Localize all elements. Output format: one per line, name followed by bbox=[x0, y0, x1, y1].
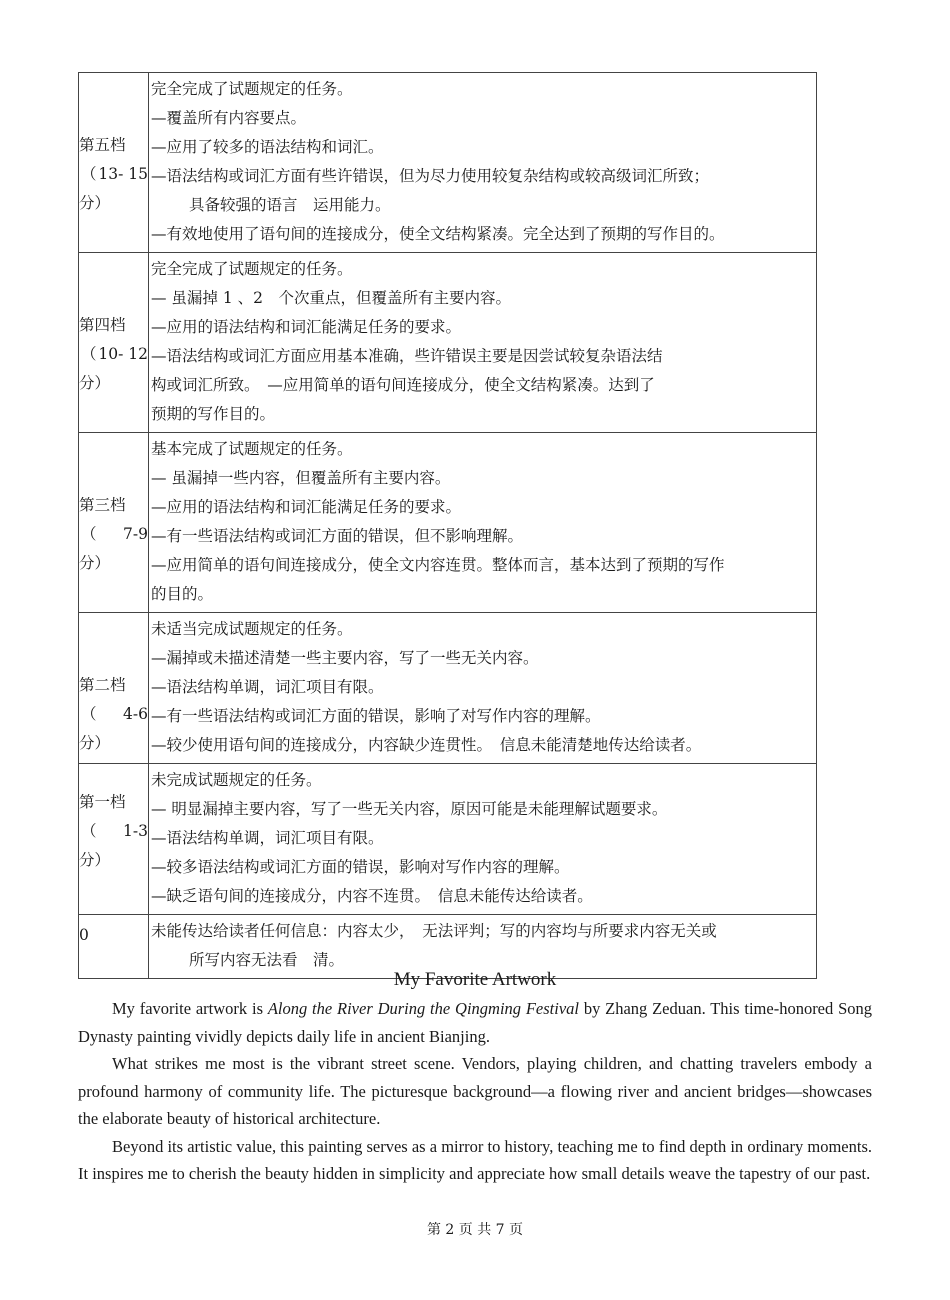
level-score: （ 13- 15 bbox=[81, 165, 148, 183]
level-name: 第四档 bbox=[79, 316, 126, 334]
essay-paragraph-1: My favorite artwork is Along the River During the Qingming Festival by Zhang Zeduan. This time-honored Song Dynasty painting vividly depicts daily life in ancient Bianjing. bbox=[78, 999, 873, 1046]
level-name: 第一档 bbox=[79, 793, 126, 811]
level-score: （ 7-9 bbox=[81, 525, 148, 543]
level-label bbox=[79, 613, 149, 764]
level-name: 第三档 bbox=[79, 496, 126, 514]
rubric-row-level-1 bbox=[79, 764, 817, 915]
artwork-title: Along the River During the Qingming Festival bbox=[267, 999, 579, 1018]
level-score-unit: 分） bbox=[79, 851, 111, 869]
level-score-unit: 分） bbox=[79, 194, 111, 212]
level-score: （ 4-6 bbox=[81, 705, 148, 723]
level-description: 未能传达给读者任何信息：内容太少， 无法评判；写的内容均与所要求内容无关或 所写内容无法看 清。 bbox=[149, 915, 817, 979]
level-score: （ 10- 12 bbox=[81, 345, 148, 363]
level-label bbox=[79, 764, 149, 915]
level-score-unit: 分） bbox=[79, 374, 111, 392]
rubric-row-level-5 bbox=[79, 73, 817, 253]
essay-paragraph-2: What strikes me most is the vibrant street scene. Vendors, playing children, and chatting travelers embody a profound harmony of community life. The picturesque background—a flowing river and ancient bridges—showcases the elaborate beauty of historical architecture. bbox=[78, 1054, 872, 1128]
level-name: 第二档 bbox=[79, 676, 126, 694]
essay-title: My Favorite Artwork bbox=[393, 969, 557, 990]
rubric-row-level-3 bbox=[79, 433, 817, 613]
level-description: 未适当完成试题规定的任务。 —漏掉或未描述清楚一些主要内容，写了一些无关内容。 —语法结构单调，词汇项目有限。 —有一些语法结构或词汇方面的错误，影响了对写作内容的理解。 —较少使用语句间的连接成分，内容缺少连贯性。 信息未能清楚地传达给读者。 bbox=[149, 613, 817, 764]
level-name: 第五档 bbox=[79, 136, 126, 154]
essay bbox=[78, 968, 872, 1188]
level-label bbox=[79, 253, 149, 433]
level-description: 完全完成了试题规定的任务。 — 虽漏掉 1 、2 个次重点，但覆盖所有主要内容。 —应用的语法结构和词汇能满足任务的要求。 —语法结构或词汇方面应用基本准确，些许错误主要是因尝试较复杂语法结 构或词汇所致。 —应用简单的语句间连接成分，使全文结构紧凑。达到了 预期的写作目的。 bbox=[149, 253, 817, 433]
level-score-unit: 分） bbox=[79, 734, 111, 752]
level-score-unit: 分） bbox=[79, 554, 111, 572]
page-number: 第 2 页 共 7 页 bbox=[426, 1222, 524, 1238]
rubric-row-level-4 bbox=[79, 253, 817, 433]
rubric-row-level-2 bbox=[79, 613, 817, 764]
level-description: 基本完成了试题规定的任务。 — 虽漏掉一些内容，但覆盖所有主要内容。 —应用的语法结构和词汇能满足任务的要求。 —有一些语法结构或词汇方面的错误，但不影响理解。 —应用简单的语句间连接成分，使全文内容连贯。整体而言，基本达到了预期的写作 的目的。 bbox=[149, 433, 817, 613]
level-description: 完全完成了试题规定的任务。 —覆盖所有内容要点。 —应用了较多的语法结构和词汇。 —语法结构或词汇方面有些许错误，但为尽力使用较复杂结构或较高级词汇所致； 具备较强的语言 运用能力。 —有效地使用了语句间的连接成分，使全文结构紧凑。完全达到了预期的写作目的。 bbox=[149, 73, 817, 253]
essay-paragraph-3: Beyond its artistic value, this painting serves as a mirror to history, teaching me to find depth in ordinary moments. It inspires me to cherish the beauty hidden in simplicity and appreciate how small details weave the tapestry of our past. bbox=[78, 1136, 872, 1183]
scoring-rubric-table bbox=[78, 72, 817, 979]
level-label bbox=[79, 433, 149, 613]
level-name: 0 bbox=[79, 926, 89, 944]
level-score: （ 1-3 bbox=[81, 822, 148, 840]
level-label bbox=[79, 73, 149, 253]
level-description: 未完成试题规定的任务。 — 明显漏掉主要内容，写了一些无关内容，原因可能是未能理解试题要求。 —语法结构单调，词汇项目有限。 —较多语法结构或词汇方面的错误，影响对写作内容的理解。 —缺乏语句间的连接成分，内容不连贯。 信息未能传达给读者。 bbox=[149, 764, 817, 915]
